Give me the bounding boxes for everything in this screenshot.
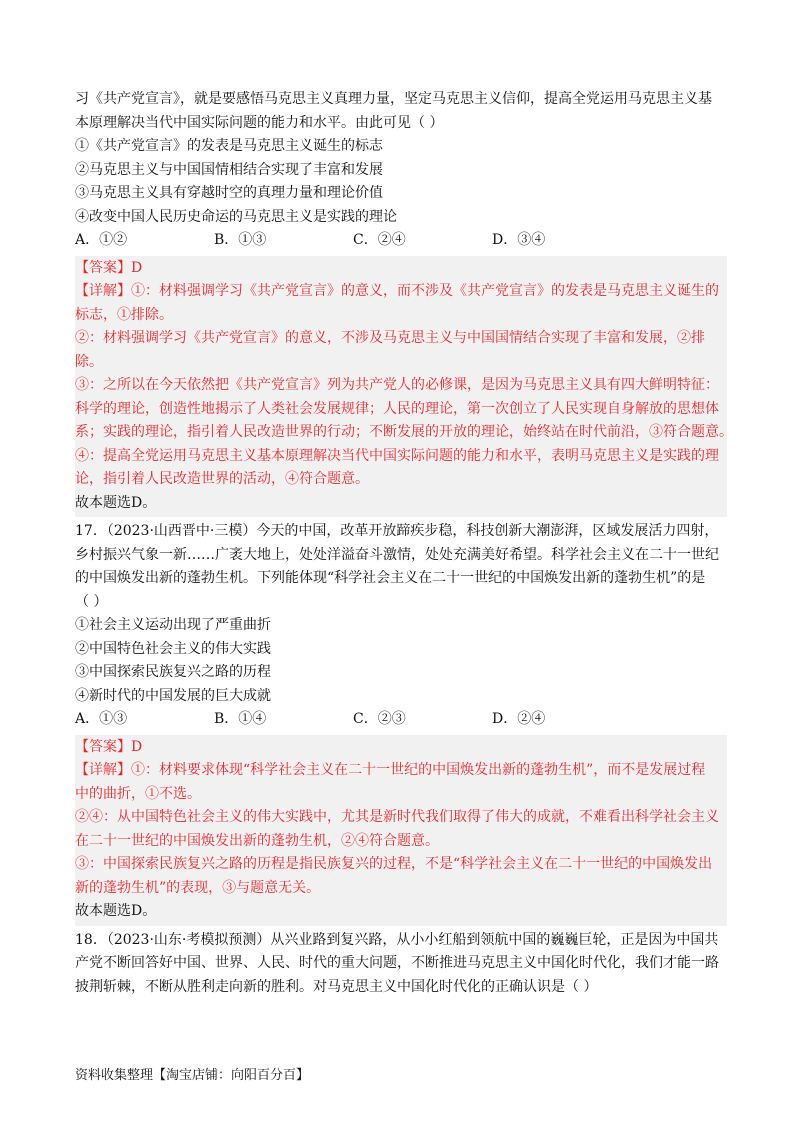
option-a: A．①② <box>75 232 128 248</box>
analysis-line: 系；实践的理论，指引着人民改造世界的行动；不断发展的开放的理论，始终站在时代前沿，③符合题意。 <box>75 424 733 440</box>
analysis-line: 【详解】①：材料要求体现“科学社会主义在二十一世纪的中国焕发出新的蓬勃生机”，而不是发展过程 <box>75 762 706 778</box>
question-stem-line: 17．（2023·山西晋中·三模）今天的中国，改革开放蹄疾步稳，科技创新大潮澎湃，区域发展活力四射， <box>75 523 719 539</box>
option-c: C．②③ <box>353 711 406 727</box>
option-c: C．②④ <box>353 232 406 248</box>
analysis-line: ④：提高全党运用马克思主义基本原理解决当代中国实际问题的能力和水平，表明马克思主义是实践的理 <box>75 447 719 464</box>
question-16 <box>75 88 733 517</box>
analysis-line: ③：之所以在今天依然把《共产党宣言》列为共产党人的必修课，是因为马克思主义具有四大鲜明特征： <box>75 377 719 393</box>
question-stem-line: （ ） <box>75 593 108 610</box>
statement-item: ③马克思主义具有穿越时空的真理力量和理论价值 <box>75 185 383 201</box>
answer-label: 【答案】D <box>75 738 143 755</box>
page-footer: 资料收集整理【淘宝店铺：向阳百分百】 <box>75 1068 310 1083</box>
analysis-line: 科学的理论，创造性地揭示了人类社会发展规律；人民的理论，第一次创立了人民实现自身解放的思想体 <box>75 400 719 417</box>
option-d: D．②④ <box>492 711 546 727</box>
answer-options <box>75 708 727 732</box>
analysis-line: 中的曲折，①不选。 <box>75 785 201 802</box>
option-d: D．③④ <box>492 232 546 248</box>
statement-item: ④改变中国人民历史命运的马克思主义是实践的理论 <box>75 208 397 225</box>
question-stem-line: 产党不断回答好中国、世界、人民、时代的重大问题，不断推进马克思主义中国化时代化，我们才能一路 <box>75 955 719 971</box>
analysis-line: ③：中国探索民族复兴之路的历程是指民族复兴的过程，不是“科学社会主义在二十一世纪的中国焕发出 <box>75 856 713 872</box>
document-page <box>75 88 733 999</box>
analysis-line: 论，指引着人民改造世界的活动，④符合题意。 <box>75 471 369 487</box>
question-stem-line: 本原理解决当代中国实际问题的能力和水平。由此可见（ ） <box>75 114 444 131</box>
question-stem-line: 的中国焕发出新的蓬勃生机。下列能体现“科学社会主义在二十一世纪的中国焕发出新的蓬勃生机”的是 <box>75 570 706 586</box>
question-stem-line: 18．（2023·山东·考模拟预测）从兴业路到复兴路，从小小红船到领航中国的巍巍巨轮，正是因为中国共 <box>75 931 719 948</box>
analysis-line: 【详解】①：材料强调学习《共产党宣言》的意义，而不涉及《共产党宣言》的发表是马克思主义诞生的 <box>75 283 719 299</box>
answer-options <box>75 229 727 253</box>
question-stem-line: 披荆斩棘，不断从胜利走向新的胜利。对马克思主义中国化时代化的正确认识是（ ） <box>75 978 598 995</box>
statement-item: ①《共产党宣言》的发表是马克思主义诞生的标志 <box>75 138 383 154</box>
statement-item: ②马克思主义与中国国情相结合实现了丰富和发展 <box>75 161 383 178</box>
analysis-line: 在二十一世纪的中国焕发出新的蓬勃生机，②④符合题意。 <box>75 832 439 849</box>
analysis-line: 除。 <box>75 353 103 370</box>
option-b: B．①③ <box>214 232 267 248</box>
conclusion-line: 故本题选D。 <box>75 494 157 511</box>
statement-item: ①社会主义运动出现了严重曲折 <box>75 617 271 633</box>
answer-explanation-box <box>75 256 733 518</box>
analysis-line: 新的蓬勃生机”的表现，③与题意无关。 <box>75 879 321 896</box>
question-stem-line: 习《共产党宣言》，就是要感悟马克思主义真理力量，坚定马克思主义信仰，提高全党运用马克思主义基 <box>75 91 712 107</box>
answer-explanation-box <box>75 735 727 926</box>
analysis-line: 标志，①排除。 <box>75 306 173 323</box>
analysis-line: ②④：从中国特色社会主义的伟大实践中，尤其是新时代我们取得了伟大的成就，不难看出科学社会主义 <box>75 809 719 825</box>
answer-label: 【答案】D <box>75 259 143 276</box>
statement-item: ②中国特色社会主义的伟大实践 <box>75 640 271 657</box>
analysis-line: ②：材料强调学习《共产党宣言》的意义，不涉及马克思主义与中国国情结合实现了丰富和发展，②排 <box>75 330 705 346</box>
conclusion-line: 故本题选D。 <box>75 903 157 919</box>
question-18 <box>75 929 727 1000</box>
statement-item: ③中国探索民族复兴之路的历程 <box>75 664 271 680</box>
option-a: A．①③ <box>75 711 128 727</box>
statement-item: ④新时代的中国发展的巨大成就 <box>75 687 271 704</box>
question-17 <box>75 520 727 926</box>
option-b: B．①④ <box>214 711 267 727</box>
question-stem-line: 乡村振兴气象一新……广袤大地上，处处洋溢奋斗激情，处处充满美好希望。科学社会主义在二十一世纪 <box>75 546 719 563</box>
